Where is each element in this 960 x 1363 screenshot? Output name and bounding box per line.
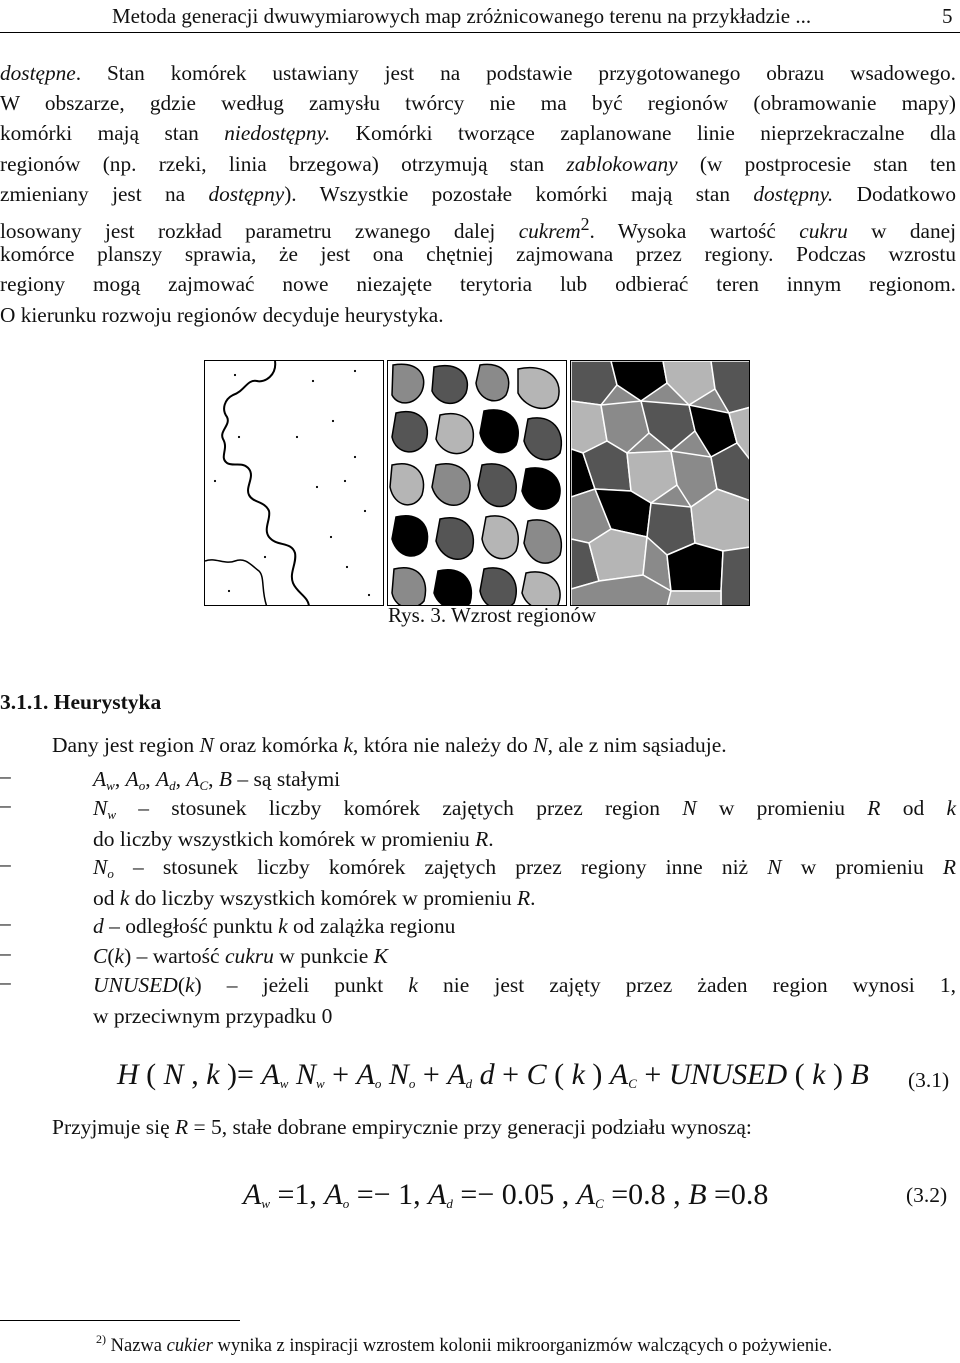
header-title: Metoda generacji dwuwymiarowych map zróżnicowanego terenu na przykładzie ... bbox=[112, 4, 812, 28]
equation-term: + bbox=[415, 1058, 448, 1091]
text-run: – stosunek liczby komórek zajętych przez regiony inne niż bbox=[113, 855, 768, 879]
equation-term: k bbox=[206, 1058, 220, 1091]
text-run: , bbox=[114, 767, 126, 791]
text-run: Przyjmuje się bbox=[52, 1115, 176, 1139]
text-run: od zalążka regionu bbox=[287, 914, 456, 938]
text-run: zmieniany jest na bbox=[0, 181, 209, 206]
text-run: A bbox=[155, 767, 170, 791]
equation-term bbox=[288, 1058, 296, 1091]
text-run: N bbox=[533, 733, 548, 757]
equation-term: =0.8 bbox=[706, 1178, 769, 1211]
text-run: cukru bbox=[799, 219, 848, 244]
text-run: w bbox=[106, 778, 115, 793]
equation-term: H bbox=[117, 1058, 139, 1091]
equation-term: o bbox=[374, 1076, 382, 1091]
text-run: C bbox=[93, 944, 108, 968]
body-paragraph bbox=[0, 58, 956, 330]
text-run: R bbox=[867, 796, 881, 820]
text-run: , bbox=[145, 767, 156, 791]
text-run: do liczby wszystkich komórek w promieniu bbox=[129, 886, 517, 910]
equation-3-1 bbox=[117, 1058, 869, 1092]
text-run: . Wysoka wartość bbox=[589, 219, 800, 244]
list-dash: – bbox=[0, 793, 11, 817]
equation-term: o bbox=[342, 1196, 350, 1211]
paragraph-line bbox=[0, 179, 956, 209]
paragraph-line bbox=[0, 118, 956, 148]
text-run: C bbox=[199, 778, 209, 793]
text-run: 2 bbox=[580, 213, 590, 234]
text-run: komórki mają stan bbox=[0, 121, 225, 146]
equation-term: B bbox=[850, 1058, 869, 1091]
equation-term: A bbox=[243, 1178, 262, 1211]
equation-term: A bbox=[609, 1058, 629, 1091]
text-run: K bbox=[373, 944, 388, 968]
equation-term: B bbox=[688, 1178, 707, 1211]
equation-term: + bbox=[494, 1058, 527, 1091]
list-dash: – bbox=[0, 764, 11, 788]
text-run: k bbox=[278, 914, 288, 938]
text-run: komórce planszy sprawia, że jest ona chętniej zajmowana przez regiony. Podczas wzrostu bbox=[0, 242, 956, 267]
text-run: B bbox=[218, 767, 233, 791]
text-run: w punkcie bbox=[273, 944, 374, 968]
text-run: o bbox=[138, 778, 146, 793]
equation-term: )= bbox=[219, 1058, 262, 1091]
text-run: ). Wszystkie pozostałe komórki mają stan bbox=[284, 181, 754, 206]
equation-term: + bbox=[324, 1058, 357, 1091]
text-run: N bbox=[682, 796, 697, 820]
equation-term: ( bbox=[138, 1058, 164, 1091]
definition-continuation bbox=[93, 1001, 332, 1032]
text-run: Dodatkowo bbox=[833, 181, 956, 206]
text-run: k bbox=[946, 796, 957, 820]
text-run: niedostępny. bbox=[224, 121, 331, 146]
header-rule bbox=[0, 32, 960, 33]
text-run: losowany jest rozkład parametru zwanego dalej bbox=[0, 219, 519, 244]
text-run: w promieniu bbox=[696, 796, 868, 820]
text-run: wynika z inspiracji wzrostem kolonii mikroorganizmów walczących o pożywienie. bbox=[212, 1336, 833, 1356]
equation-term: A bbox=[261, 1058, 280, 1091]
figure-panel-initial-map bbox=[204, 360, 384, 606]
equation-term: A bbox=[356, 1058, 375, 1091]
equation-3-2 bbox=[243, 1178, 768, 1212]
list-dash: – bbox=[0, 970, 11, 994]
text-run: oraz komórka bbox=[213, 733, 344, 757]
equation-term: C bbox=[526, 1058, 547, 1091]
text-run: k bbox=[184, 973, 195, 997]
text-run: o bbox=[107, 866, 114, 881]
footnote-marker: 2) bbox=[96, 1332, 106, 1346]
text-run: – są stałymi bbox=[232, 767, 341, 791]
text-run: Nazwa bbox=[106, 1336, 167, 1356]
text-run: Dany jest region bbox=[52, 733, 200, 757]
text-run: A bbox=[93, 767, 107, 791]
text-run: d bbox=[169, 778, 176, 793]
text-run: w bbox=[107, 807, 117, 822]
text-run: regiony mogą zajmować nowe niezajęte terytoria lub odbierać teren innym regionom. bbox=[0, 272, 956, 297]
text-run: zablokowany bbox=[566, 151, 678, 176]
equation-term: d bbox=[465, 1076, 473, 1091]
equation-term: w bbox=[315, 1076, 325, 1091]
text-run: , bbox=[208, 767, 219, 791]
equation-term: d bbox=[479, 1058, 495, 1091]
figure-panel-growing-regions bbox=[387, 360, 567, 606]
text-run: dostępne bbox=[0, 61, 76, 85]
text-run: . Stan komórek ustawiany jest na podstawie przygotowanego obrazu wsadowego. bbox=[75, 61, 956, 85]
text-run: – stosunek liczby komórek zajętych przez region bbox=[116, 796, 683, 820]
equation-number-3-1: (3.1) bbox=[908, 1068, 950, 1092]
text-run: cukrem bbox=[518, 219, 581, 244]
equation-term bbox=[472, 1058, 480, 1091]
equation-term: w bbox=[261, 1196, 270, 1211]
figure-caption: Rys. 3. Wzrost regionów bbox=[388, 603, 597, 627]
text-run: N bbox=[93, 796, 108, 820]
text-run: N bbox=[767, 855, 782, 879]
paragraph-line bbox=[0, 300, 956, 330]
equation-term: =− 0.05 , bbox=[452, 1178, 577, 1211]
text-run: O kierunku rozwoju regionów decyduje heurystyka. bbox=[0, 302, 444, 327]
equation-term: =1, bbox=[270, 1178, 325, 1211]
paragraph-line bbox=[0, 269, 956, 299]
equation-term: w bbox=[279, 1076, 289, 1091]
page-number: 5 bbox=[942, 4, 953, 28]
text-run: nie jest zajęty przez żaden region wynosi 1, bbox=[417, 973, 957, 997]
equation-term: N bbox=[163, 1058, 184, 1091]
equation-term: d bbox=[446, 1196, 453, 1211]
equation-term: ( bbox=[787, 1058, 813, 1091]
text-run: (w postprocesie stan ten bbox=[677, 151, 957, 176]
section-heading: 3.1.1. Heurystyka bbox=[0, 690, 162, 714]
text-run: dostępny bbox=[208, 181, 285, 206]
text-run: N bbox=[93, 855, 108, 879]
equation-term: + bbox=[636, 1058, 669, 1091]
intro-sentence bbox=[52, 733, 727, 758]
definition-text bbox=[93, 970, 956, 1001]
equation-term: =0.8 , bbox=[603, 1178, 689, 1211]
text-run: ) – wartość bbox=[124, 944, 225, 968]
paragraph-line bbox=[0, 239, 956, 269]
definition-text bbox=[93, 911, 956, 942]
text-run: UNUSED bbox=[93, 973, 178, 997]
footnote bbox=[96, 1332, 832, 1357]
text-run: R bbox=[475, 827, 489, 851]
equation-term: A bbox=[447, 1058, 466, 1091]
text-run: do liczby wszystkich komórek w promieniu bbox=[93, 827, 476, 851]
equation-term: k bbox=[571, 1058, 585, 1091]
text-run: d bbox=[93, 914, 104, 938]
text-run: ( bbox=[177, 973, 185, 997]
text-run: k bbox=[119, 886, 130, 910]
equation-term: C bbox=[595, 1196, 604, 1211]
text-run: , która nie należy do bbox=[352, 733, 534, 757]
equation-term: N bbox=[388, 1058, 409, 1091]
equation-term: C bbox=[628, 1076, 637, 1091]
equation-number-3-2: (3.2) bbox=[906, 1183, 948, 1207]
figure-region-growth bbox=[204, 360, 750, 606]
text-run: k bbox=[114, 944, 125, 968]
paragraph-line bbox=[0, 209, 956, 244]
definition-continuation bbox=[93, 883, 535, 914]
equation-term: N bbox=[295, 1058, 316, 1091]
text-run: dostępny. bbox=[753, 181, 834, 206]
text-run: R bbox=[942, 855, 956, 879]
text-run: , ale z nim sąsiaduje. bbox=[547, 733, 727, 757]
footnote-rule bbox=[0, 1320, 240, 1321]
text-run: . bbox=[488, 827, 494, 851]
text-run: R bbox=[175, 1115, 189, 1139]
text-run: R bbox=[516, 886, 531, 910]
paragraph-line bbox=[0, 58, 956, 88]
equation-term: , bbox=[183, 1058, 207, 1091]
running-header bbox=[0, 2, 960, 30]
equation-term bbox=[381, 1058, 389, 1091]
text-run: ( bbox=[107, 944, 115, 968]
text-run: A bbox=[186, 767, 200, 791]
list-dash: – bbox=[0, 852, 11, 876]
text-run: A bbox=[125, 767, 139, 791]
text-run: = 5, stałe dobrane empirycznie przy generacji podziału wynoszą: bbox=[188, 1115, 752, 1139]
text-run: W obszarze, gdzie według zamysłu twórcy nie ma być regionów (obramowanie mapy) bbox=[0, 91, 956, 116]
text-run: N bbox=[199, 733, 214, 757]
text-run: w promieniu bbox=[781, 855, 943, 879]
text-run: k bbox=[408, 973, 418, 997]
equation-term: =− 1, bbox=[349, 1178, 429, 1211]
text-run: k bbox=[343, 733, 353, 757]
text-run: w przeciwnym przypadku 0 bbox=[93, 1004, 333, 1028]
list-dash: – bbox=[0, 941, 11, 965]
definition-text bbox=[93, 941, 956, 972]
text-run: regionów (np. rzeki, linia brzegowa) otrzymują stan bbox=[0, 151, 567, 176]
text-run: cukru bbox=[224, 944, 274, 968]
definition-continuation bbox=[93, 824, 494, 855]
equation-term: UNUSED bbox=[668, 1058, 788, 1091]
text-run: od bbox=[93, 886, 120, 910]
text-run: od bbox=[880, 796, 947, 820]
text-run: . bbox=[530, 886, 536, 910]
equation-term: o bbox=[408, 1076, 416, 1091]
equation-term: ) bbox=[584, 1058, 610, 1091]
equation-term: k bbox=[812, 1058, 826, 1091]
text-run: – odległość punktu bbox=[103, 914, 279, 938]
text-run: cukier bbox=[166, 1336, 213, 1356]
paragraph-line bbox=[0, 149, 956, 179]
figure-panel-final-regions bbox=[570, 360, 750, 606]
equation-term: A bbox=[428, 1178, 447, 1211]
equation-term: ) bbox=[825, 1058, 851, 1091]
text-run: , bbox=[175, 767, 187, 791]
constants-paragraph bbox=[52, 1115, 752, 1140]
equation-term: ( bbox=[546, 1058, 572, 1091]
equation-term: A bbox=[576, 1178, 596, 1211]
list-dash: – bbox=[0, 911, 11, 935]
text-run: w danej bbox=[847, 219, 956, 244]
equation-term: A bbox=[324, 1178, 343, 1211]
paragraph-line bbox=[0, 88, 956, 118]
text-run: ) – jeżeli punkt bbox=[194, 973, 409, 997]
text-run: Komórki tworzące zaplanowane linie nieprzekraczalne dla bbox=[330, 121, 956, 146]
